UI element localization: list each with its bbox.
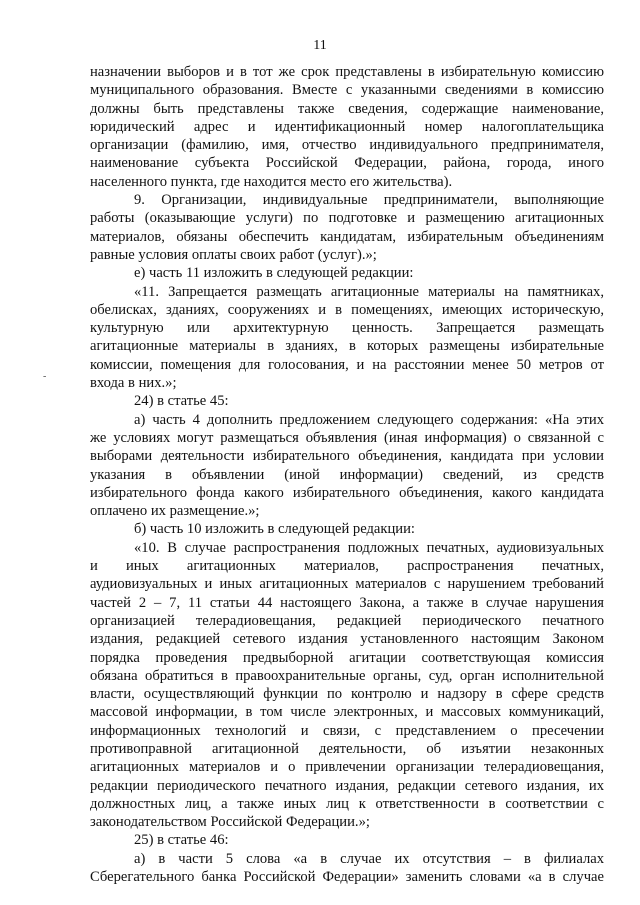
text-line: выборами деятельности избирательного объединения, кандидата при условии (90, 448, 604, 465)
text-line: юридический адрес и идентификационный номер налогоплательщика (90, 118, 604, 135)
text-line: обелисках, зданиях, сооружениях и в помещениях, имеющих историческую, (90, 301, 604, 318)
text-line: власти, осуществляющий функции по контролю и надзору в сфере средств (90, 686, 604, 703)
text-line: массовой информации, в том числе электронных, и массовых коммуникаций, (90, 704, 604, 721)
text-line: 9. Организации, индивидуальные предприниматели, выполняющие (134, 192, 604, 209)
text-line: порядка проведения предвыборной агитации соответствующая комиссия (90, 649, 604, 666)
text-line: Сберегательного банка Российской Федерации» заменить словами «а в случае (90, 869, 604, 886)
text-line: наименование субъекта Российской Федерации, района, города, иного (90, 155, 604, 172)
text-line: а) в части 5 слова «а в случае их отсутствия – в филиалах (134, 850, 604, 867)
text-line: 25) в статье 46: (134, 832, 229, 849)
text-line: назначении выборов и в тот же срок представлены в избирательную комиссию (90, 64, 604, 80)
text-line: комиссии, помещения для голосования, и на расстоянии менее 50 метров от (90, 356, 604, 373)
text-line: входа в них.»; (90, 375, 177, 392)
text-line: информационных технологий и связи, с представлением о пресечении (90, 722, 604, 739)
text-line: противоправной агитационной деятельности, об изъятии незаконных (90, 740, 604, 757)
text-line: организацией телерадиовещания, редакцией периодического печатного (90, 612, 604, 629)
text-line: редакции периодического печатного издания, редакции сетевого издания, их (90, 777, 604, 794)
margin-mark: - (43, 371, 47, 382)
text-line: работы (оказывающие услуги) по подготовке и размещению агитационных (90, 210, 604, 227)
text-line: муниципального образования. Вместе с указанными сведениями в комиссию (90, 82, 604, 99)
text-line: обязана обратиться в правоохранительные органы, суд, орган исполнительной (90, 667, 604, 684)
text-line: оплачено их размещение.»; (90, 503, 260, 520)
text-line: материалов, обязаны обеспечить кандидатам, избирательным объединениям (90, 228, 604, 245)
text-line: культурную или архитектурную ценность. Запрещается размещать (90, 320, 604, 337)
text-line: законодательством Российской Федерации.»; (90, 814, 370, 831)
text-line: населенного пункта, где находится место его жительства). (90, 173, 453, 190)
text-line: агитационных материалов и о привлечении организации телерадиовещания, (90, 759, 604, 776)
text-line: частей 2 – 7, 11 статьи 44 настоящего Закона, а также в случае нарушения (90, 594, 604, 611)
text-line: агитационные материалы в зданиях, в которых размещены избирательные (90, 338, 604, 355)
text-line: и иных агитационных материалов, распространения печатных, (90, 558, 604, 575)
text-line: «11. Запрещается размещать агитационные материалы на памятниках, (134, 283, 604, 300)
text-line: аудиовизуальных и иных агитационных материалов с нарушением требований (90, 576, 604, 593)
page-number: 11 (313, 38, 327, 53)
text-line: должны быть представлены также сведения, содержащие наименование, (90, 100, 604, 117)
text-line: организации (фамилию, имя, отчество индивидуального предпринимателя, (90, 137, 604, 154)
text-line: е) часть 11 изложить в следующей редакции: (134, 265, 414, 282)
text-line: должностных лиц, а также иных лиц к ответственности в соответствии с (90, 795, 604, 812)
text-line: а) часть 4 дополнить предложением следующего содержания: «На этих (134, 411, 604, 428)
text-line: б) часть 10 изложить в следующей редакции: (134, 521, 415, 538)
text-line: издания, редакцией сетевого издания установленного настоящим Законом (90, 631, 604, 648)
text-line: 24) в статье 45: (134, 393, 229, 410)
text-line: же условиях могут размещаться объявления (иная информация) о связанной с (90, 429, 604, 446)
text-line: «10. В случае распространения подложных печатных, аудиовизуальных (134, 539, 604, 556)
text-line: равные условия оплаты своих работ (услуг).»; (90, 246, 377, 263)
text-line: избирательного фонда какого избирательного объединения, какого кандидата (90, 484, 604, 501)
document-body (90, 63, 604, 886)
text-line: указания в объявлении (иной информации) сведений, из средств (90, 466, 604, 483)
